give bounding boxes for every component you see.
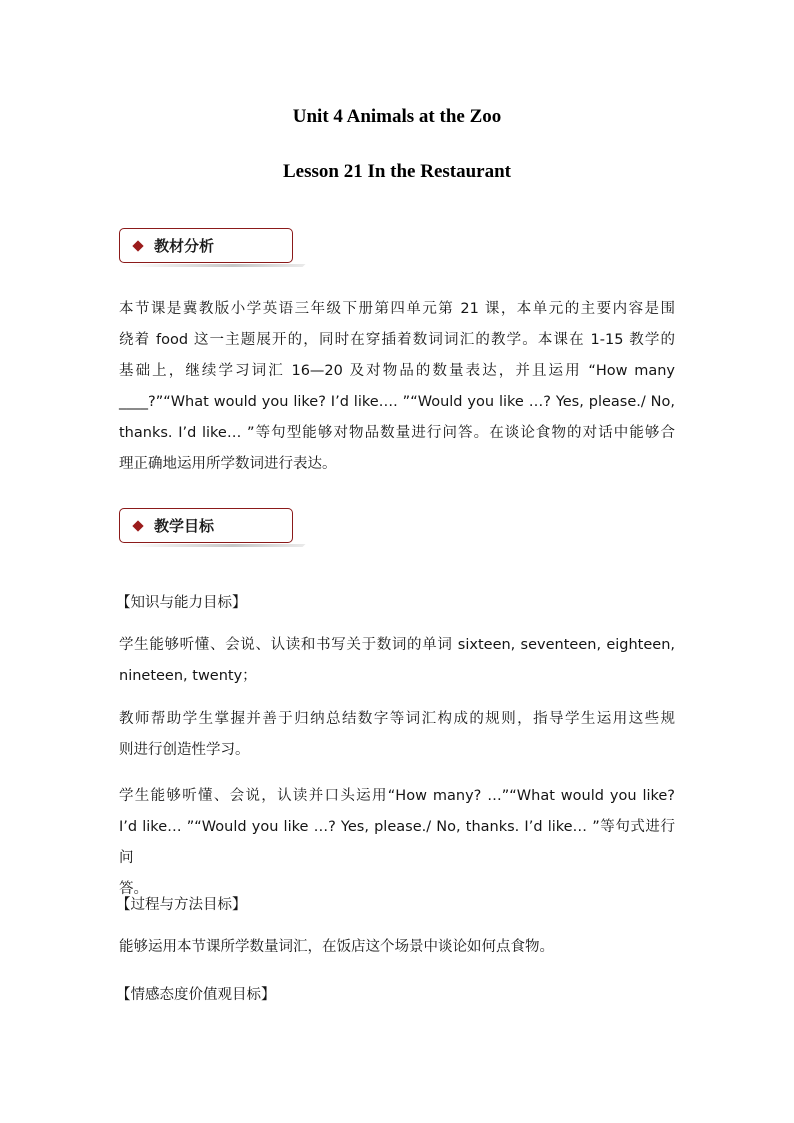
analysis-line: ____?”“What would you like? I’d like…. ”“Would you like …? Yes, please./ No, <box>119 394 675 410</box>
lesson-title: Lesson 21 In the Restaurant <box>282 161 512 182</box>
paragraph-line: nineteen, twenty； <box>119 668 257 684</box>
paragraph-line: 学生能够听懂、会说，认读并口头运用“How many? …”“What would you like? <box>119 788 675 804</box>
process-paragraph: 能够运用本节课所学数量词汇，在饭店这个场景中谈论如何点食物。 <box>119 939 554 955</box>
analysis-line: 理正确地运用所学数词进行表达。 <box>119 456 337 472</box>
analysis-line: 基础上，继续学习词汇 16—20 及对物品的数量表达，并且运用 “How many <box>119 363 675 379</box>
paragraph-line: 答。 <box>119 881 148 897</box>
diamond-bullet-icon <box>132 520 143 531</box>
document-title: Unit 4 Animals at the Zoo <box>292 106 502 127</box>
paragraph-line: I’d like… ”“Would you like …? Yes, please./ No, thanks. I’d like… ”等句式进行问 <box>119 819 675 866</box>
paragraph-line: 教师帮助学生掌握并善于归纳总结数字等词汇构成的规则，指导学生运用这些规 <box>119 711 675 727</box>
analysis-line: 本节课是冀教版小学英语三年级下册第四单元第 21 课，本单元的主要内容是围 <box>119 301 675 317</box>
section-label: 教学目标 <box>154 517 215 535</box>
section-label: 教材分析 <box>154 237 215 255</box>
knowledge-objectives-heading: 【知识与能力目标】 <box>116 595 247 611</box>
knowledge-paragraph-1 <box>119 630 675 692</box>
analysis-line: 绕着 food 这一主题展开的，同时在穿插着数词词汇的教学。本课在 1-15 教学的 <box>119 332 675 348</box>
paragraph-line: 则进行创造性学习。 <box>119 742 250 758</box>
section-header-textbook-analysis <box>119 228 293 263</box>
knowledge-paragraph-2 <box>119 704 675 766</box>
diamond-bullet-icon <box>132 240 143 251</box>
emotion-objectives-heading: 【情感态度价值观目标】 <box>116 987 276 1003</box>
paragraph-line: 学生能够听懂、会说、认读和书写关于数词的单词 sixteen, seventeen, eighteen, <box>119 637 675 653</box>
analysis-paragraph <box>119 294 675 480</box>
process-objectives-heading: 【过程与方法目标】 <box>116 897 247 913</box>
knowledge-paragraph-3 <box>119 781 675 905</box>
analysis-line: thanks. I’d like… ”等句型能够对物品数量进行问答。在谈论食物的对话中能够合 <box>119 425 675 441</box>
section-header-teaching-objectives <box>119 508 293 543</box>
